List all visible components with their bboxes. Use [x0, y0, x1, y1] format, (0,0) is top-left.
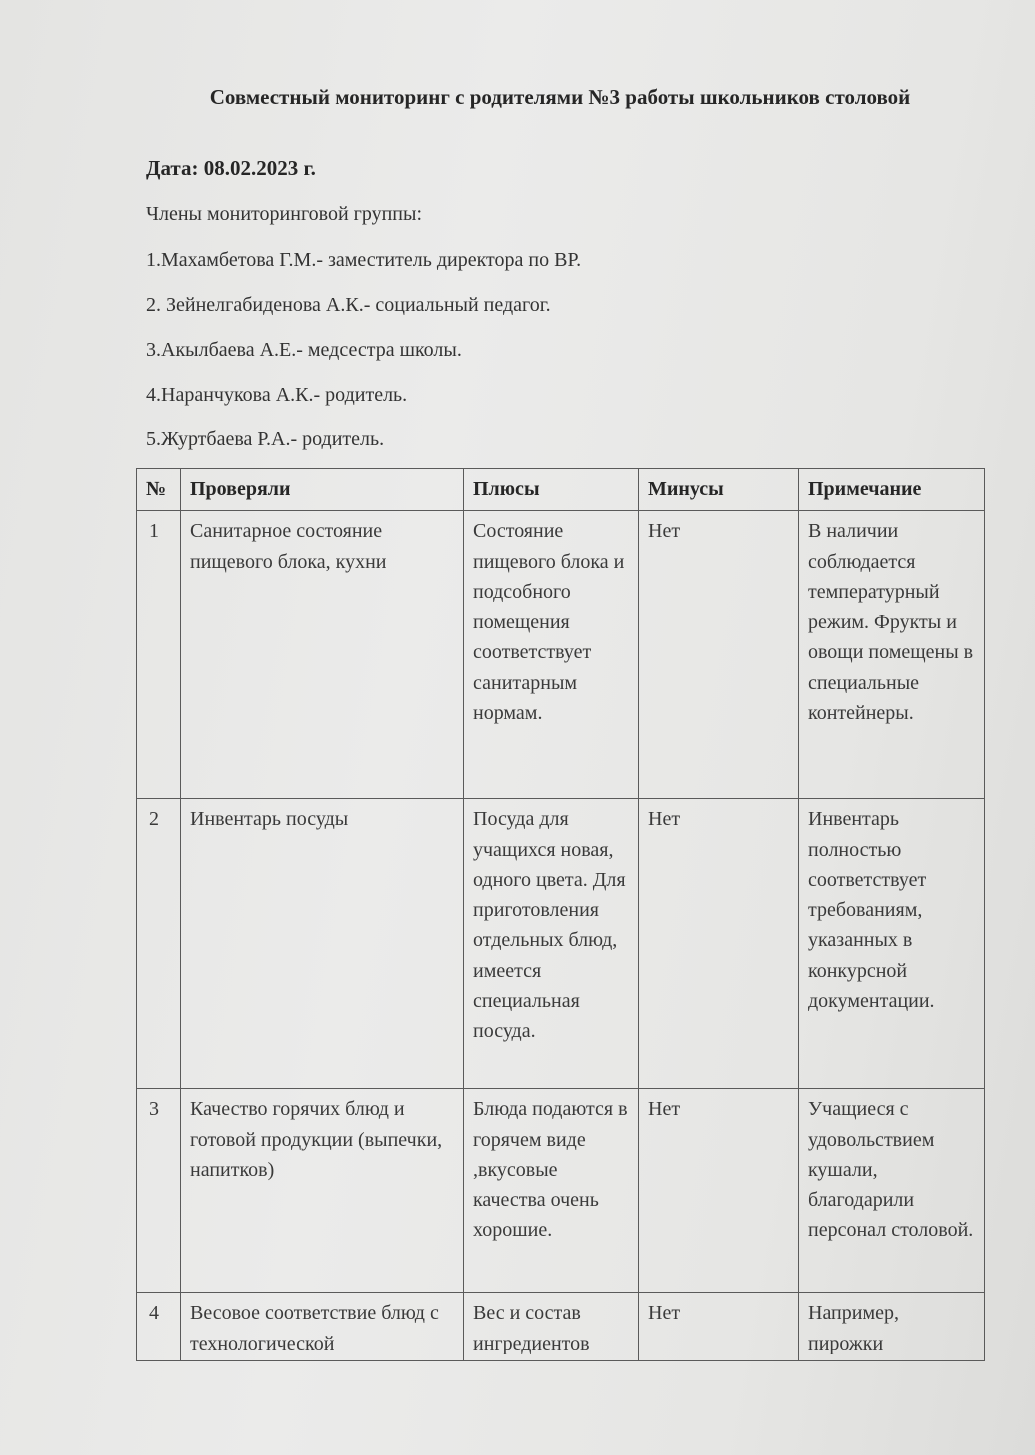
- row-note: [799, 1293, 985, 1361]
- table-row: [137, 1089, 985, 1293]
- row-pluses-text: Вес и состав ингредиентов: [473, 1302, 590, 1355]
- member-item: 3.Акылбаева А.Е.- медсестра школы.: [146, 339, 462, 361]
- monitoring-table: [136, 468, 985, 1361]
- member-item: 4.Наранчукова А.К.- родитель.: [146, 384, 408, 406]
- row-checked: Качество горячих блюд и готовой продукции (выпечки, напитков): [181, 1089, 464, 1293]
- table-row: [137, 799, 985, 1089]
- row-minuses: Нет: [639, 1089, 799, 1293]
- row-note: В наличии соблюдается температурный режим. Фрукты и овощи помещены в специальные контейнеры.: [799, 511, 985, 799]
- row-pluses: [464, 1293, 639, 1361]
- document-title: Совместный мониторинг с родителями №3 работы школьников столовой: [209, 85, 911, 109]
- row-pluses: Блюда подаются в горячем виде ,вкусовые качества очень хорошие.: [464, 1089, 639, 1293]
- members-heading: Члены мониторинговой группы:: [146, 203, 422, 225]
- row-minuses: Нет: [639, 511, 799, 799]
- row-checked-text: Весовое соответствие блюд с технологической: [190, 1302, 439, 1355]
- row-minuses-text: Нет: [648, 1302, 681, 1325]
- row-pluses: Посуда для учащихся новая, одного цвета. Для приготовления отдельных блюд, имеется специальная посуда.: [464, 799, 639, 1089]
- row-checked: [181, 1293, 464, 1361]
- row-number: 2: [137, 799, 181, 1089]
- row-number-text: 4: [149, 1302, 159, 1325]
- row-note: Инвентарь полностью соответствует требованиям, указанных в конкурсной документации.: [799, 799, 985, 1089]
- member-item: 5.Журтбаева Р.А.- родитель.: [146, 428, 385, 450]
- row-number: [137, 1293, 181, 1361]
- header-checked: Проверяли: [181, 469, 464, 511]
- row-note-text: Например, пирожки: [808, 1302, 899, 1355]
- table-row: [137, 511, 985, 799]
- table-row: [137, 1293, 985, 1361]
- row-checked: Инвентарь посуды: [181, 799, 464, 1089]
- row-minuses: [639, 1293, 799, 1361]
- row-number: 1: [137, 511, 181, 799]
- row-number: 3: [137, 1089, 181, 1293]
- member-item: 1.Махамбетова Г.М.- заместитель директора по ВР.: [146, 249, 582, 271]
- table-header-row: [137, 469, 985, 511]
- row-checked: Санитарное состояние пищевого блока, кухни: [181, 511, 464, 799]
- header-minuses: Минусы: [639, 469, 799, 511]
- row-note: Учащиеся с удовольствием кушали, благодарили персонал столовой.: [799, 1089, 985, 1293]
- member-item: 2. Зейнелгабиденова А.К.- социальный педагог.: [146, 294, 551, 316]
- document-date: Дата: 08.02.2023 г.: [146, 156, 316, 180]
- header-pluses: Плюсы: [464, 469, 639, 511]
- header-note: Примечание: [799, 469, 985, 511]
- header-number: №: [137, 469, 181, 511]
- row-pluses: Состояние пищевого блока и подсобного помещения соответствует санитарным нормам.: [464, 511, 639, 799]
- row-minuses: Нет: [639, 799, 799, 1089]
